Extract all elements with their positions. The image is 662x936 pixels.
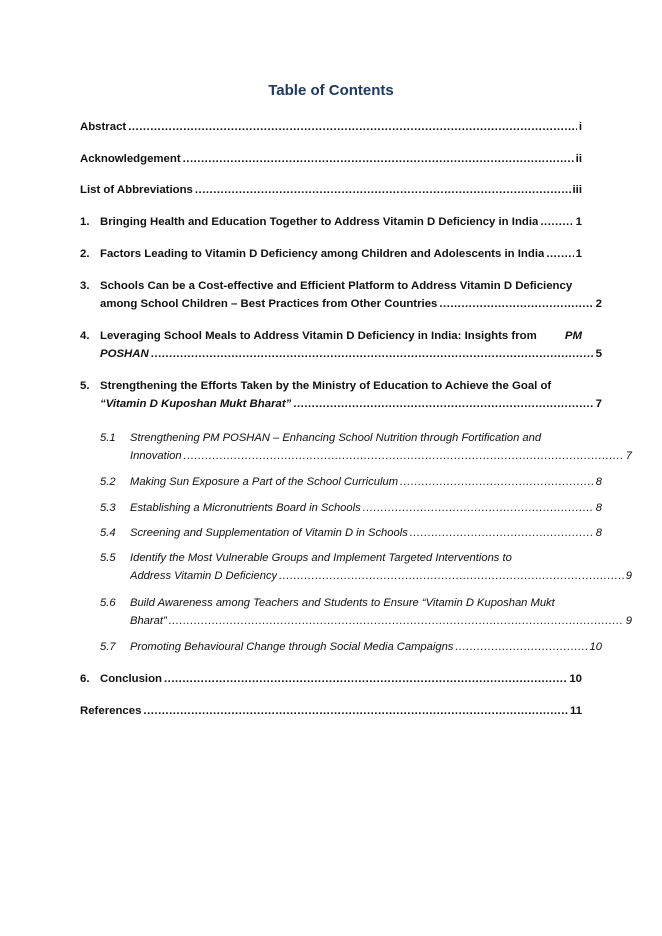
dot-leader [279, 567, 624, 585]
dot-leader [184, 447, 624, 465]
toc-entry-text-continued: “Vitamin D Kuposhan Mukt Bharat” [100, 398, 292, 410]
toc-page-number: 11 [569, 705, 582, 717]
toc-subentry-5-7[interactable] [80, 638, 602, 656]
toc-entry-text: List of Abbreviations [80, 184, 193, 196]
dot-leader [546, 245, 573, 263]
toc-entry-references[interactable] [80, 702, 582, 720]
dot-leader [363, 499, 594, 517]
dot-leader [169, 612, 624, 630]
toc-entry-section-5[interactable] [80, 377, 602, 413]
toc-page-number: 1 [575, 216, 582, 228]
toc-page-number: ii [575, 153, 582, 165]
toc-entry-abbreviations[interactable] [80, 181, 582, 199]
toc-entry-text: Acknowledgement [80, 153, 181, 165]
toc-entry-number: 3. [80, 280, 90, 292]
toc-page-number: 8 [595, 527, 602, 539]
toc-entry-text: References [80, 705, 142, 717]
toc-entry-abstract[interactable] [80, 118, 582, 136]
dot-leader [143, 702, 568, 720]
toc-entry-text: Strengthening the Efforts Taken by the Ministry of Education to Achieve the Goal of [100, 380, 552, 392]
toc-page-number: 10 [589, 641, 602, 653]
toc-page-number: i [578, 121, 582, 133]
toc-page-number: 1 [575, 248, 582, 260]
toc-entry-section-2[interactable] [80, 245, 582, 263]
toc-page-number: 9 [625, 570, 632, 582]
toc-entry-text-continued: POSHAN [100, 348, 149, 360]
toc-entry-number: 2. [80, 248, 90, 260]
toc-entry-text: Build Awareness among Teachers and Students to Ensure “Vitamin D Kuposhan Mukt [130, 597, 555, 609]
toc-entry-text: Abstract [80, 121, 127, 133]
toc-entry-number: 5.3 [100, 502, 116, 514]
toc-subentry-5-1[interactable] [80, 429, 632, 465]
dot-leader [540, 213, 573, 231]
toc-entry-number: 5.7 [100, 641, 116, 653]
toc-entry-section-3[interactable] [80, 277, 602, 313]
dot-leader [151, 345, 594, 363]
toc-entry-number: 4. [80, 330, 90, 342]
toc-entry-number: 5.6 [100, 597, 116, 609]
toc-entry-text-italic: PM [564, 330, 582, 342]
toc-entry-text: Screening and Supplementation of Vitamin D in Schools [130, 527, 408, 539]
toc-subentry-5-6[interactable] [80, 594, 632, 630]
toc-page-number: iii [572, 184, 582, 196]
toc-subentry-5-3[interactable] [80, 499, 602, 517]
dot-leader [128, 118, 577, 136]
toc-entry-text: Schools Can be a Cost-effective and Efficient Platform to Address Vitamin D Deficiency [100, 280, 573, 292]
toc-entry-text: Factors Leading to Vitamin D Deficiency among Children and Adolescents in India [100, 248, 545, 260]
toc-entry-section-1[interactable] [80, 213, 582, 231]
toc-page-number: 5 [595, 348, 602, 360]
toc-entry-number: 5.2 [100, 476, 116, 488]
toc-entry-text: Promoting Behavioural Change through Social Media Campaigns [130, 641, 454, 653]
toc-entry-number: 1. [80, 216, 90, 228]
dot-leader [400, 473, 594, 491]
toc-entry-text: Identify the Most Vulnerable Groups and Implement Targeted Interventions to [130, 552, 512, 564]
toc-entry-text-continued: Address Vitamin D Deficiency [130, 570, 278, 582]
dot-leader [164, 670, 567, 688]
toc-entry-section-4[interactable] [80, 327, 602, 363]
dot-leader [455, 638, 587, 656]
toc-entry-text-continued: Bharat” [130, 615, 167, 627]
toc-page-number: 7 [595, 398, 602, 410]
toc-entry-number: 5.4 [100, 527, 116, 539]
toc-entry-number: 5. [80, 380, 90, 392]
toc-entry-text-continued: among School Children – Best Practices from Other Countries [100, 298, 438, 310]
toc-title: Table of Contents [268, 82, 394, 99]
toc-entry-text: Making Sun Exposure a Part of the School Curriculum [130, 476, 399, 488]
toc-entry-number: 5.1 [100, 432, 116, 444]
toc-page-number: 7 [625, 450, 632, 462]
toc-entry-acknowledgement[interactable] [80, 150, 582, 168]
toc-subentry-5-2[interactable] [80, 473, 602, 491]
toc-subentry-5-5[interactable] [80, 549, 632, 585]
toc-entry-number: 5.5 [100, 552, 116, 564]
toc-entry-text: Establishing a Micronutrients Board in Schools [130, 502, 361, 514]
toc-page-number: 8 [595, 502, 602, 514]
toc-entry-text: Strengthening PM POSHAN – Enhancing School Nutrition through Fortification and [130, 432, 542, 444]
toc-entry-text: Bringing Health and Education Together to Address Vitamin D Deficiency in India [100, 216, 539, 228]
toc-entry-number: 6. [80, 673, 90, 685]
toc-entry-section-6[interactable] [80, 670, 582, 688]
toc-entry-text-continued: Innovation [130, 450, 182, 462]
dot-leader [410, 524, 594, 542]
dot-leader [195, 181, 571, 199]
toc-page-number: 9 [625, 615, 632, 627]
toc-page-number: 2 [595, 298, 602, 310]
toc-page-number: 8 [595, 476, 602, 488]
dot-leader [183, 150, 574, 168]
toc-entry-text: Conclusion [100, 673, 163, 685]
dot-leader [293, 395, 593, 413]
toc-entry-text: Leveraging School Meals to Address Vitamin D Deficiency in India: Insights from [100, 330, 537, 342]
toc-page-number: 10 [569, 673, 582, 685]
dot-leader [439, 295, 593, 313]
toc-subentry-5-4[interactable] [80, 524, 602, 542]
